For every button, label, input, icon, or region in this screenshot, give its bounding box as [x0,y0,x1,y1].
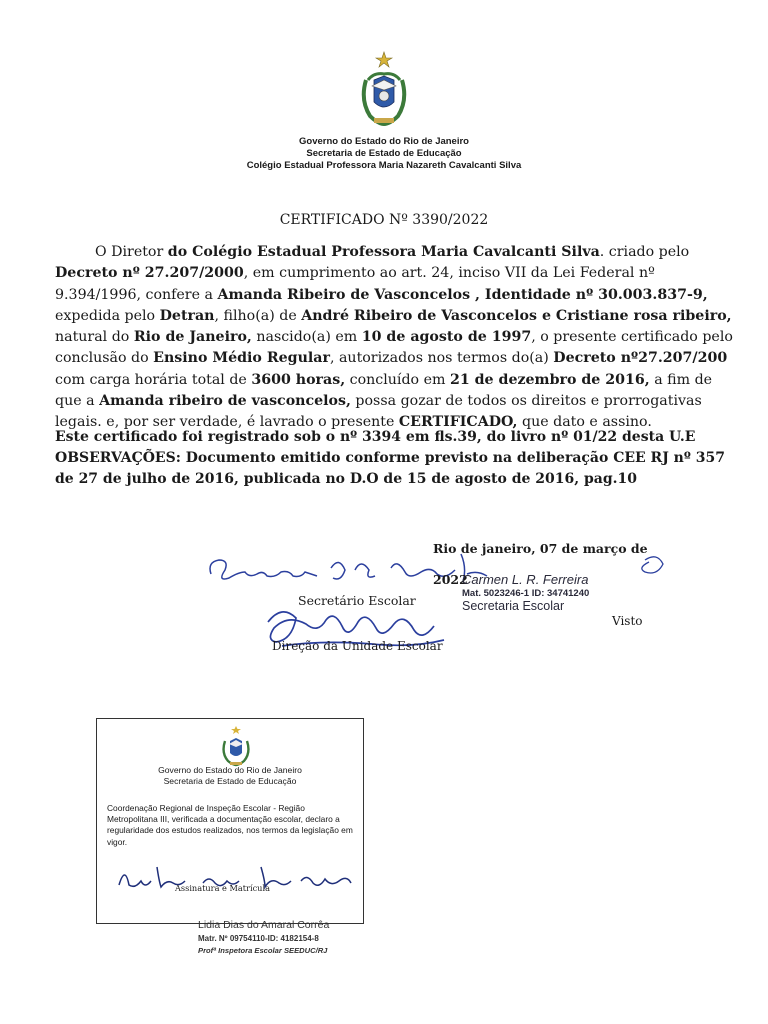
body-text: . criado pelo [599,244,690,260]
certificate-title: CERTIFICADO Nº 3390/2022 [279,212,489,228]
card-declaration: Coordenação Regional de Inspeção Escolar - Região Metropolitana III, verificada a documentação escolar, declaro a regularidade dos estudos realizados, nos termos da legislação em vigor. [107,803,353,847]
inspection-stamp-card [96,718,364,924]
header-secretariat: Secretaria de Estado de Educação [306,148,462,159]
body-text: , o presente certificado pelo conclusão do [55,329,733,367]
body-text: natural do [55,329,134,346]
body-bold: Ensino Médio Regular [153,350,330,367]
body-text: concluído em [345,371,450,388]
visto-label: Visto [612,614,643,628]
rio-de-janeiro-coat-of-arms-icon [356,50,412,128]
stamp-registration: Mat. 5023246-1 ID: 34741240 [462,588,590,599]
card-header-government: Governo do Estado do Rio de Janeiro [158,765,302,775]
body-text: nascido(a) em [251,329,362,346]
body-text: a fim de que a [55,371,713,410]
stamp-role: Secretaria Escolar [462,599,565,613]
body-bold: 3600 horas, [251,371,346,388]
body-bold: 21 de dezembro de 2016, [449,371,650,388]
body-text: possa gozar de todos os direitos e prorrogativas legais. e, por ser verdade, é lavrado o presente [55,393,702,431]
body-bold: André Ribeiro de Vasconcelos e Cristiane rosa ribeiro, [301,307,732,324]
registration-note [55,427,745,490]
body-bold: Rio de Janeiro, [133,329,252,346]
card-header-secretariat: Secretaria de Estado de Educação [163,776,297,786]
header-school: Colégio Estadual Professora Maria Nazareth Cavalcanti Silva [246,160,522,171]
body-text: , filho(a) de [214,307,302,324]
body-text: com carga horária total de [55,371,252,388]
secretary-stamp [462,572,589,613]
body-bold: do Colégio Estadual Professora Maria Cavalcanti Silva [167,244,600,260]
body-bold: CERTIFICADO, [398,414,518,431]
body-bold: Decreto nº 27.207/2000 [55,265,244,282]
rio-de-janeiro-coat-of-arms-icon [219,725,253,767]
certificate-body [55,242,740,434]
director-label: Direção da Unidade Escolar [272,639,443,653]
issue-date: Rio de janeiro, 07 de março de [433,541,648,556]
card-header [97,765,363,787]
inspector-stamp [198,920,329,955]
inspector-registration: Matr. Nº 09754110-ID: 4182154-8 [198,934,319,943]
header-government: Governo do Estado do Rio de Janeiro [299,136,469,147]
body-text: expedida pelo [55,307,160,324]
body-text: , em cumprimento ao art. 24, inciso VII da Lei Federal nº 9.394/1996, confere a [55,265,655,303]
body-bold: 10 de agosto de 1997 [361,329,532,346]
inspector-name: Lidia Dias do Amaral Corrêa [198,919,330,931]
body-bold: Detran [159,307,215,324]
body-text: O Diretor [95,244,168,260]
inspector-role: Profª Inspetora Escolar SEEDUC/RJ [198,946,328,955]
body-bold: Amanda ribeiro de vasconcelos, [99,393,351,410]
body-text: , autorizados nos termos do(a) [329,350,554,367]
stamp-name: Carmen L. R. Ferreira [462,572,589,587]
signature-caption: Assinatura e Matrícula [175,883,270,893]
registration-line: Este certificado foi registrado sob o nº 3394 em fls.39, do livro nº 01/22 desta U.E [55,429,696,445]
institution-header [0,136,768,172]
body-bold: Amanda Ribeiro de Vasconcelos , Identidade nº 30.003.837-9, [217,286,708,303]
observations-line: OBSERVAÇÕES: Documento emitido conforme previsto na deliberação CEE RJ nº 357 de 27 de julho de 2016, publicada no D.O de 15 de agosto de 2016, pag.10 [55,450,725,487]
body-bold: Decreto nº27.207/200 [553,350,728,367]
issue-year: 2022 [433,572,468,587]
secretary-label: Secretário Escolar [298,593,416,608]
body-text: que dato e assino. [517,414,652,431]
